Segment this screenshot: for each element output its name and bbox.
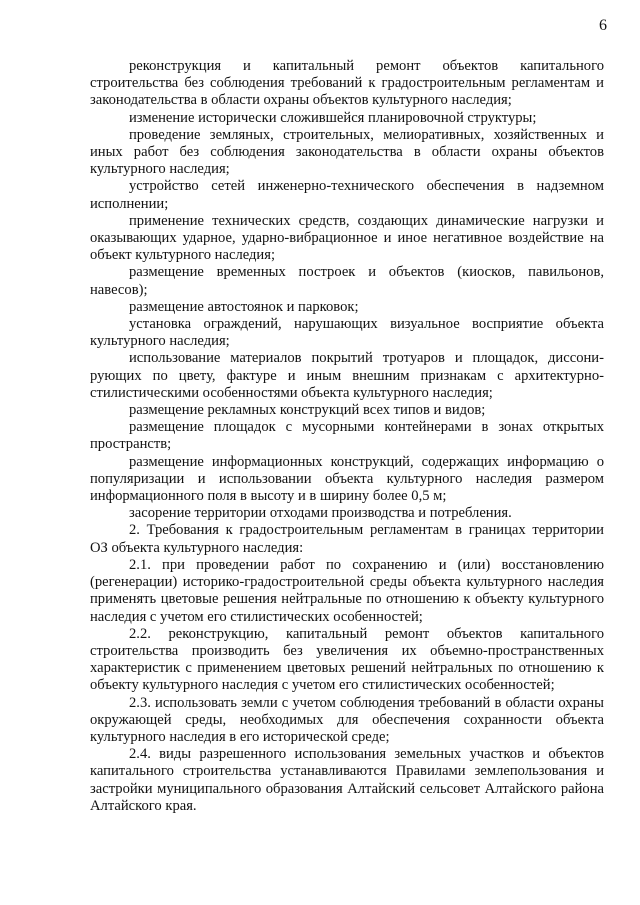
paragraph-advertising: размещение рекламных конструкций всех типов и видов; — [129, 402, 486, 419]
paragraph-item-2-3: 2.3. использовать земли с учетом соблюдения требований в области охраны окружающей среды, необходимых для обеспечения сохранности объекта культурного наследия в его исторической среде; — [90, 694, 604, 745]
paragraph-item-2-1: 2.1. при проведении работ по сохранению и (или) восстановлению (регенерации) историко-градостроительной среды объекта культурного наследия применять цветовые решения нейтральные по отношению к объекту культурного наследия с учетом его стилистических особенностей; — [90, 556, 604, 625]
paragraph-item-2-2: 2.2. реконструкцию, капитальный ремонт объектов капитального строительства производить без увеличения их объемно-пространственных характеристик с применением цветовых решений нейтральных по отношению к объекту культурного наследия с учетом его стилистических особенностей; — [90, 625, 604, 694]
paragraph-reconstruction-restriction: реконструкция и капитальный ремонт объектов капитального строительства без соблюдения требований к градостроительным регламентам и законодательства в области охраны объектов культурного наследия; — [90, 58, 604, 109]
document-body — [90, 58, 604, 815]
paragraph-engineering-networks: устройство сетей инженерно-технического обеспечения в надземном исполнении; — [90, 178, 604, 212]
paragraph-waste-containers: размещение площадок с мусорными контейнерами в зонах открытых пространств; — [90, 419, 604, 453]
paragraph-information-structures: размещение информационных конструкций, содержащих информацию о популяризации и использовании объекта культурного наследия размером информационного поля в высоту и в ширину более 0,5 м; — [90, 453, 604, 505]
paragraph-planning-structure: изменение исторически сложившейся планировочной структуры; — [129, 109, 537, 126]
paragraph-dynamic-loads: применение технических средств, создающих динамические нагрузки и оказывающих ударное, ударно-вибрационное и иное негативное воздействие на объект культурного наследия; — [90, 212, 604, 264]
paragraph-temporary-buildings: размещение временных построек и объектов (киосков, павильонов, навесов); — [90, 264, 604, 298]
paragraph-earthworks: проведение земляных, строительных, мелиоративных, хозяйственных и иных работ без соблюдения законодательства в области охраны объектов культурного наследия; — [90, 126, 604, 178]
paragraph-waste-pollution: засорение территории отходами производства и потребления. — [129, 505, 512, 522]
paragraph-parking: размещение автостоянок и парковок; — [129, 298, 359, 315]
paragraph-item-2-4: 2.4. виды разрешенного использования земельных участков и объектов капитального строительства устанавливаются Правилами землепользования и застройки муниципального образования Алтайский сельсовет Алтайского района Алтайского края. — [90, 746, 604, 814]
paragraph-fences: установка ограждений, нарушающих визуальное восприятие объекта культурного наследия; — [90, 316, 604, 350]
page-number: 6 — [599, 17, 607, 34]
paragraph-requirements-heading: 2. Требования к градостроительным регламентам в границах территории ОЗ объекта культурного наследия: — [90, 522, 604, 556]
paragraph-pavement-materials: использование материалов покрытий тротуаров и площадок, диссонирующих по цвету, фактуре и иным внешним признакам с архитектурно-стилистическими особенностями объекта культурного наследия; — [90, 350, 604, 401]
